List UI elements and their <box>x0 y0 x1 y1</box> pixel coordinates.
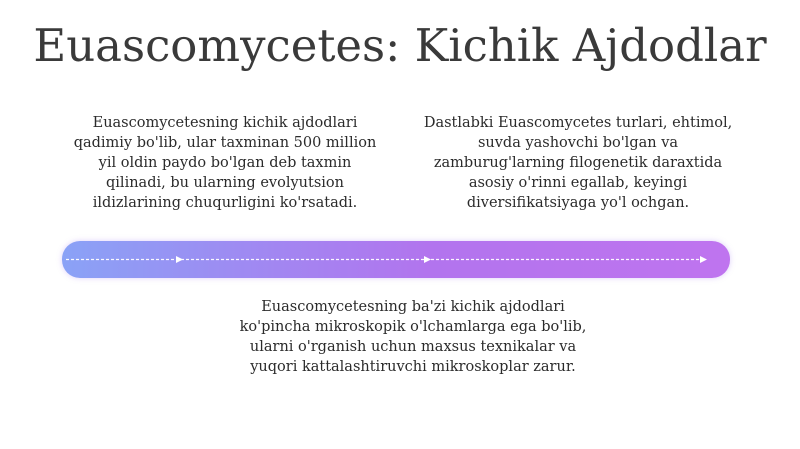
page-title: Euascomycetes: Kichik Ajdodlar <box>33 19 767 72</box>
text-block-bottom: Euascomycetesning ba'zi kichik ajdodlari ko'pincha mikroskopik o'lchamlarga ega bo'lib, ularni o'rganish uchun maxsus texnikalar va yuqori kattalashtiruvchi mikroskoplar zarur. <box>239 299 587 375</box>
arrow-right-icon <box>424 256 431 263</box>
timeline-bar <box>62 241 730 278</box>
text-block-top-left: Euascomycetesning kichik ajdodlari qadimiy bo'lib, ular taxminan 500 million yil oldin paydo bo'lgan deb taxmin qilinadi, bu ularning evolyutsion ildizlarining chuqurligini ko'rsatadi. <box>73 115 377 211</box>
text-block-top-right: Dastlabki Euascomycetes turlari, ehtimol, suvda yashovchi bo'lgan va zamburug'larning filogenetik daraxtida asosiy o'rinni egallab, keyingi diversifikatsiyaga yo'l ochgan. <box>423 115 733 211</box>
arrow-right-icon <box>700 256 707 263</box>
timeline-line <box>62 241 730 278</box>
arrow-right-icon <box>176 256 183 263</box>
